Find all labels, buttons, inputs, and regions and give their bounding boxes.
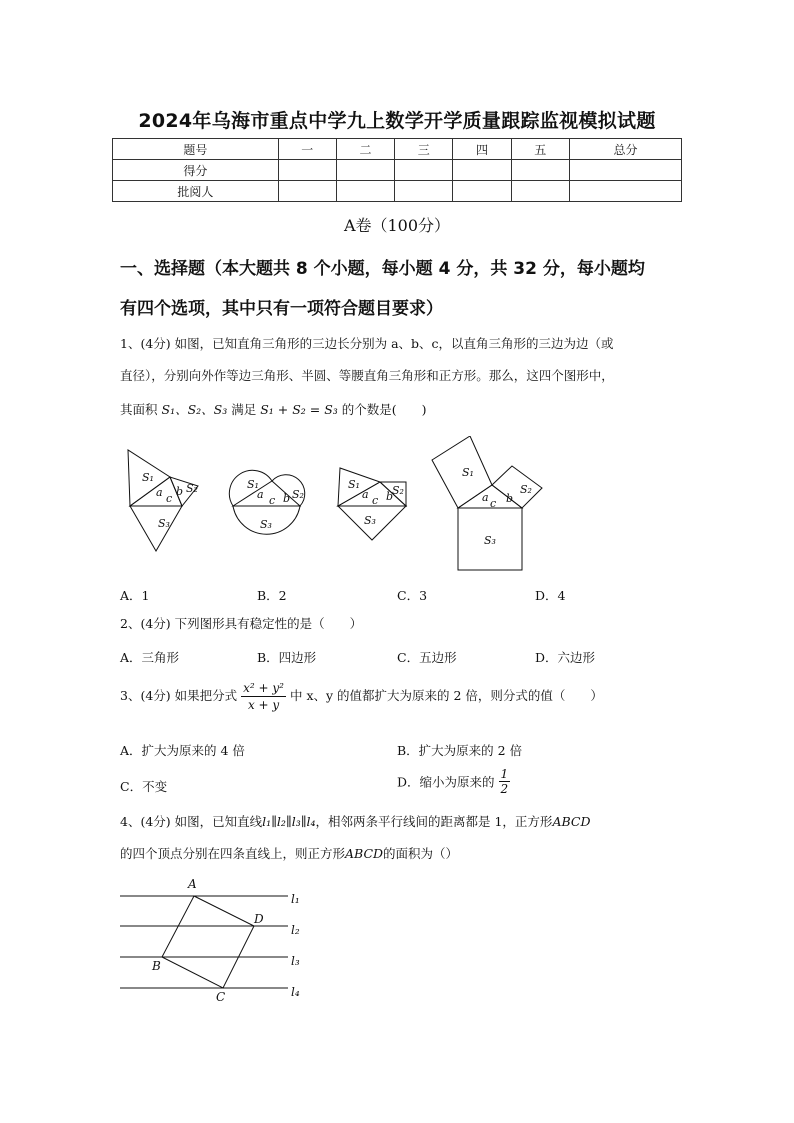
- fig3-b-label: b: [386, 490, 394, 503]
- q3-option-b[interactable]: B．扩大为原来的 2 倍: [397, 743, 523, 758]
- part-heading-line1: 一、选择题（本大题共 8 个小题，每小题 4 分，共 32 分，每小题均: [120, 259, 645, 279]
- q3-option-a[interactable]: A．扩大为原来的 4 倍: [120, 743, 245, 758]
- table-cell: [395, 181, 453, 202]
- q2-option-c[interactable]: C．五边形: [397, 650, 457, 665]
- fig4-s3-label: S₃: [484, 534, 496, 547]
- fig1-b-label: b: [176, 485, 184, 498]
- label-l4: l₄: [291, 985, 300, 999]
- math-square: ABCD: [552, 814, 591, 829]
- q3-option-c[interactable]: C．不变: [120, 779, 168, 794]
- table-cell: 二: [336, 139, 394, 160]
- table-row: [113, 160, 682, 181]
- fig3-s2-label: S₂: [392, 484, 404, 497]
- table-row: [113, 181, 682, 202]
- q2-option-a[interactable]: A．三角形: [120, 650, 180, 665]
- fig4-a-label: a: [482, 491, 489, 504]
- text: 满足: [231, 402, 257, 417]
- fig2-s2-label: S₂: [292, 488, 304, 501]
- text: 的面积为（）: [383, 846, 459, 861]
- fraction-numerator: 1: [500, 767, 509, 781]
- table-cell: [395, 160, 453, 181]
- table-cell: [569, 160, 681, 181]
- option-text: D．缩小为原来的: [397, 774, 495, 790]
- fig2-b-label: b: [283, 492, 291, 505]
- fig3-a-label: a: [362, 488, 369, 501]
- table-cell: [336, 160, 394, 181]
- fig1-a-label: a: [156, 486, 163, 499]
- label-l3: l₃: [291, 954, 300, 968]
- fig3-s1-label: S₁: [348, 478, 360, 491]
- q1-line3: [120, 402, 680, 418]
- q2-option-b[interactable]: B．四边形: [257, 650, 317, 665]
- q2-text: 2、(4分) 下列图形具有稳定性的是（ ）: [120, 616, 363, 631]
- fig1-c-label: c: [166, 492, 173, 505]
- math-equation: S₁ + S₂ = S₃: [260, 402, 338, 417]
- fig4-b-label: b: [506, 492, 514, 505]
- table-cell: 四: [453, 139, 511, 160]
- fraction-numerator: x² + y²: [243, 681, 284, 695]
- table-cell: [453, 160, 511, 181]
- math-lines: l₁∥l₂∥l₃∥l₄: [262, 814, 316, 829]
- fig1-s1-label: S₁: [142, 471, 154, 484]
- q4-line1: [120, 814, 680, 830]
- table-cell: [511, 181, 569, 202]
- table-cell: 得分: [113, 160, 279, 181]
- q1-option-d[interactable]: D．4: [535, 588, 566, 603]
- table-cell: 题号: [113, 139, 279, 160]
- q1-option-a[interactable]: A．1: [120, 588, 150, 603]
- text: 中 x、y 的值都扩大为原来的 2 倍，则分式的值（ ）: [289, 688, 603, 703]
- table-cell: 一: [278, 139, 336, 160]
- math-square: ABCD: [345, 846, 384, 861]
- fig2-s1-label: S₁: [247, 478, 259, 491]
- fig4-s1-label: S₁: [462, 466, 474, 479]
- q1-line1: 1、(4分) 如图，已知直角三角形的三边长分别为 a、b、c，以直角三角形的三边为边（或: [120, 336, 614, 351]
- fig3-s3-label: S₃: [364, 514, 376, 527]
- q2-option-d[interactable]: D．六边形: [535, 650, 596, 665]
- table-cell: [511, 160, 569, 181]
- score-table: [112, 138, 682, 202]
- text: ，相邻两条平行线间的距离都是 1，正方形: [315, 814, 553, 829]
- text: 的四个顶点分别在四条直线上，则正方形: [120, 846, 346, 861]
- fig3-c-label: c: [372, 494, 379, 507]
- math-vars: S₁、S₂、S₃: [161, 402, 228, 417]
- text: 3、(4分) 如果把分式: [120, 688, 238, 703]
- fig4-s2-label: S₂: [520, 483, 532, 496]
- label-C: C: [216, 990, 226, 1002]
- section-heading: A卷（100分）: [343, 216, 451, 235]
- q4-line2: [120, 846, 680, 862]
- fig1-s3-label: S₃: [158, 517, 170, 530]
- fig2-a-label: a: [257, 488, 264, 501]
- table-cell: [336, 181, 394, 202]
- table-cell: [278, 181, 336, 202]
- fraction: [241, 680, 286, 713]
- fig1-s2-label: S₂: [186, 482, 198, 495]
- part-heading-line2: 有四个选项，其中只有一项符合题目要求）: [120, 299, 443, 319]
- table-cell: [453, 181, 511, 202]
- table-row: [113, 139, 682, 160]
- fraction: [499, 767, 511, 796]
- table-cell: 批阅人: [113, 181, 279, 202]
- table-cell: 三: [395, 139, 453, 160]
- label-B: B: [152, 959, 161, 973]
- fig4-c-label: c: [490, 497, 497, 510]
- label-A: A: [188, 877, 197, 891]
- table-cell: 总分: [569, 139, 681, 160]
- q1-line2: 直径），分别向外作等边三角形、半圆、等腰直角三角形和正方形。那么，这四个图形中，: [120, 368, 614, 383]
- text: 其面积: [120, 402, 158, 417]
- table-cell: [569, 181, 681, 202]
- q3-option-d[interactable]: [397, 767, 510, 796]
- q3-line: [120, 680, 680, 713]
- q1-option-b[interactable]: B．2: [257, 588, 287, 603]
- q4-figure: [110, 872, 320, 1002]
- text: 的个数是( ): [341, 402, 427, 417]
- q1-figures: [110, 436, 570, 581]
- label-l2: l₂: [291, 923, 300, 937]
- fraction-denominator: x + y: [247, 698, 280, 712]
- fig2-c-label: c: [269, 494, 276, 507]
- text: 4、(4分) 如图，已知直线: [120, 814, 263, 829]
- label-D: D: [254, 912, 264, 926]
- page-title: 2024年乌海市重点中学九上数学开学质量跟踪监视模拟试题: [138, 110, 656, 132]
- fraction-denominator: 2: [500, 782, 509, 796]
- table-cell: 五: [511, 139, 569, 160]
- q1-option-c[interactable]: C．3: [397, 588, 428, 603]
- label-l1: l₁: [291, 892, 300, 906]
- table-cell: [278, 160, 336, 181]
- fig2-s3-label: S₃: [260, 518, 272, 531]
